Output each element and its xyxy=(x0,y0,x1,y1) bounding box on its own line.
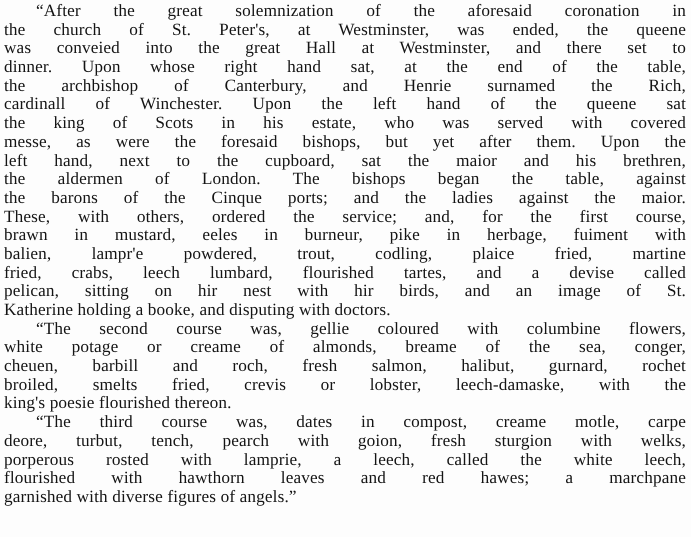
text-line: the church of St. Peter's, at Westminster, was ended, the queene xyxy=(4,19,686,39)
text-line: the barons of the Cinque ports; and the ladies against the maior. xyxy=(4,187,686,207)
text-line: white potage or creame of almonds, breame of the sea, conger, xyxy=(4,337,686,357)
paragraph-second-course xyxy=(4,320,686,413)
text-line: garnished with diverse figures of angels.” xyxy=(4,486,297,506)
text-line: fried, crabs, leech lumbard, flourished tartes, and a devise called xyxy=(4,262,686,282)
text-line: “After the great solemnization of the aforesaid coronation in xyxy=(36,1,686,20)
text-line: the king of Scots in his estate, who was served with covered xyxy=(4,113,686,133)
text-line: “The second course was, gellie coloured with columbine flowers, xyxy=(36,318,686,338)
text-line: These, with others, ordered the service; and, for the first course, xyxy=(4,206,686,226)
text-line: left hand, next to the cupboard, sat the maior and his brethren, xyxy=(4,150,686,170)
text-line: brawn in mustard, eeles in burneur, pike in herbage, fuiment with xyxy=(4,225,686,245)
text-line: messe, as were the foresaid bishops, but yet after them. Upon the xyxy=(4,131,686,151)
article-text xyxy=(4,2,686,507)
text-line: porperous rosted with lamprie, a leech, called the white leech, xyxy=(4,449,686,469)
text-line: dinner. Upon whose right hand sat, at the end of the table, xyxy=(4,57,686,77)
text-line: cheuen, barbill and roch, fresh salmon, halibut, gurnard, rochet xyxy=(4,356,686,376)
text-line: flourished with hawthorn leaves and red hawes; a marchpane xyxy=(4,468,686,488)
text-line: the archbishop of Canterbury, and Henrie surnamed the Rich, xyxy=(4,75,686,95)
text-line: balien, lampr'e powdered, trout, codling, plaice fried, martine xyxy=(4,243,686,263)
text-line: broiled, smelts fried, crevis or lobster, leech-damaske, with the xyxy=(4,374,686,394)
paragraph-first-course xyxy=(4,2,686,320)
text-line: pelican, sitting on hir nest with hir birds, and an image of St. xyxy=(4,281,686,301)
text-line: deore, turbut, tench, pearch with goion, fresh sturgion with welks, xyxy=(4,430,686,450)
text-line: was conveied into the great Hall at Westminster, and there set to xyxy=(4,38,686,58)
text-line: king's poesie flourished thereon. xyxy=(4,393,232,413)
text-line: Katherine holding a booke, and disputing with doctors. xyxy=(4,300,391,319)
text-line: “The third course was, dates in compost, creame motle, carpe xyxy=(36,412,686,432)
text-line: the aldermen of London. The bishops began the table, against xyxy=(4,169,686,189)
text-line: cardinall of Winchester. Upon the left hand of the queene sat xyxy=(4,94,686,114)
paragraph-third-course xyxy=(4,413,686,506)
